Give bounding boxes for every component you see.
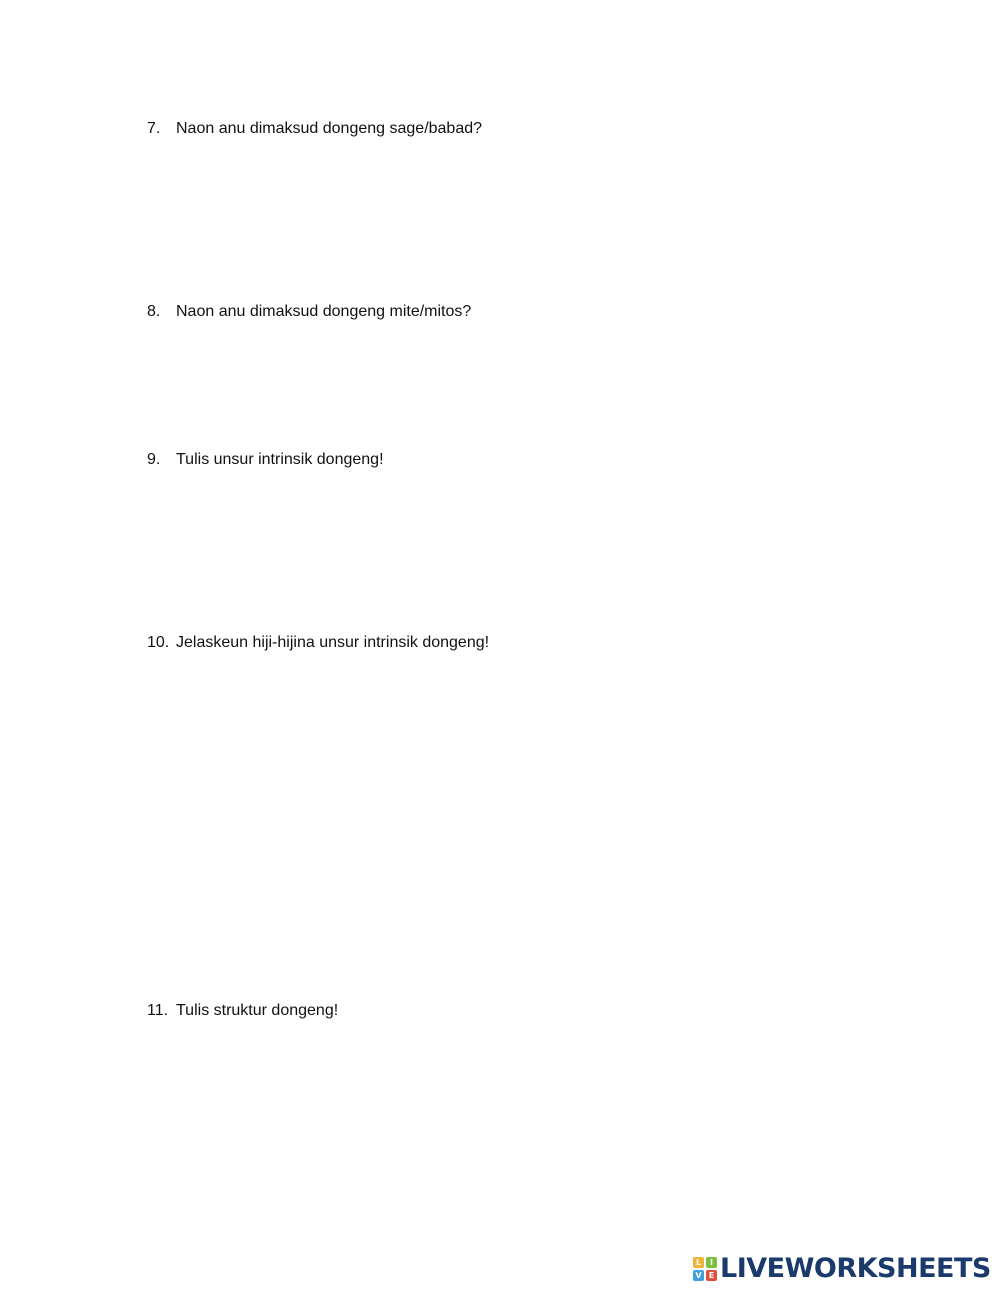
question-number: 7. (147, 120, 161, 137)
question-number: 10. (147, 634, 170, 651)
question-text: Tulis unsur intrinsik dongeng! (176, 451, 384, 468)
question-number: 9. (147, 451, 161, 468)
question-number: 11. (147, 1002, 169, 1019)
question-8 (147, 302, 471, 322)
question-7 (147, 119, 482, 139)
question-10 (147, 633, 489, 653)
brand-name: LIVEWORKSHEETS (720, 1253, 991, 1284)
question-text: Tulis struktur dongeng! (176, 1002, 339, 1019)
question-text: Jelaskeun hiji-hijina unsur intrinsik dongeng! (176, 634, 490, 651)
logo-tile: E (706, 1270, 717, 1281)
logo-tile: I (706, 1257, 717, 1268)
logo-tile: V (693, 1270, 704, 1281)
question-number: 8. (147, 303, 161, 320)
question-text: Naon anu dimaksud dongeng mite/mitos? (176, 303, 472, 320)
logo-mark-icon (693, 1257, 717, 1281)
question-9 (147, 450, 384, 470)
question-11 (147, 1001, 338, 1021)
liveworksheets-logo (693, 1254, 991, 1284)
question-text: Naon anu dimaksud dongeng sage/babad? (176, 120, 483, 137)
logo-tile: L (693, 1257, 704, 1268)
